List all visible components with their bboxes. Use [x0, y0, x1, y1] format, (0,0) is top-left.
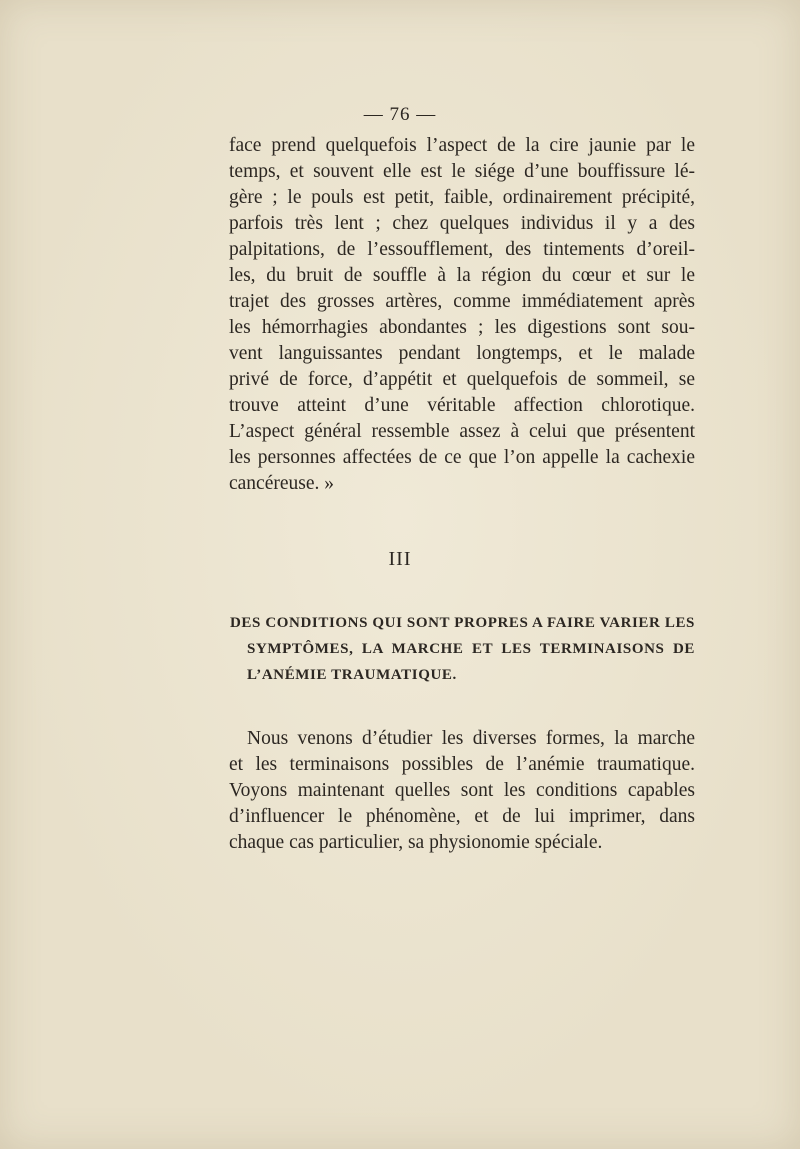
text-line: trouve atteint d’une véritable affection chlorotique.: [229, 395, 695, 416]
text-line: les, du bruit de souffle à la région du cœur et sur le: [229, 265, 695, 286]
text-line: les hémorrhagies abondantes ; les digestions sont sou-: [229, 317, 695, 338]
text-line: parfois très lent ; chez quelques individus il y a des: [229, 213, 695, 234]
text-line: cancéreuse. »: [229, 473, 335, 494]
heading-line: DES CONDITIONS QUI SONT PROPRES A FAIRE VARIER LES: [230, 615, 695, 631]
heading-line: SYMPTÔMES, LA MARCHE ET LES TERMINAISONS DE: [247, 641, 695, 657]
page-number: — 76 —: [363, 104, 437, 125]
text-line: gère ; le pouls est petit, faible, ordinairement précipité,: [229, 187, 695, 208]
text-line: privé de force, d’appétit et quelquefois de sommeil, se: [229, 369, 695, 390]
text-line: temps, et souvent elle est le siége d’une bouffissure lé-: [229, 161, 695, 182]
text-line: et les terminaisons possibles de l’anémie traumatique.: [229, 754, 695, 775]
text-line: Nous venons d’étudier les diverses formes, la marche: [247, 728, 695, 749]
text-line: L’aspect général ressemble assez à celui que présentent: [229, 421, 695, 442]
text-line: Voyons maintenant quelles sont les conditions capables: [229, 780, 695, 801]
heading-line: L’ANÉMIE TRAUMATIQUE.: [247, 667, 457, 683]
text-line: les personnes affectées de ce que l’on appelle la cachexie: [229, 447, 695, 468]
text-line: chaque cas particulier, sa physionomie spéciale.: [229, 832, 603, 853]
text-line: palpitations, de l’essoufflement, des tintements d’oreil-: [229, 239, 695, 260]
text-line: trajet des grosses artères, comme immédiatement après: [229, 291, 695, 312]
text-line: d’influencer le phénomène, et de lui imprimer, dans: [229, 806, 695, 827]
text-line: face prend quelquefois l’aspect de la cire jaunie par le: [229, 135, 695, 156]
text-line: vent languissantes pendant longtemps, et le malade: [229, 343, 695, 364]
section-numeral: III: [388, 548, 412, 570]
